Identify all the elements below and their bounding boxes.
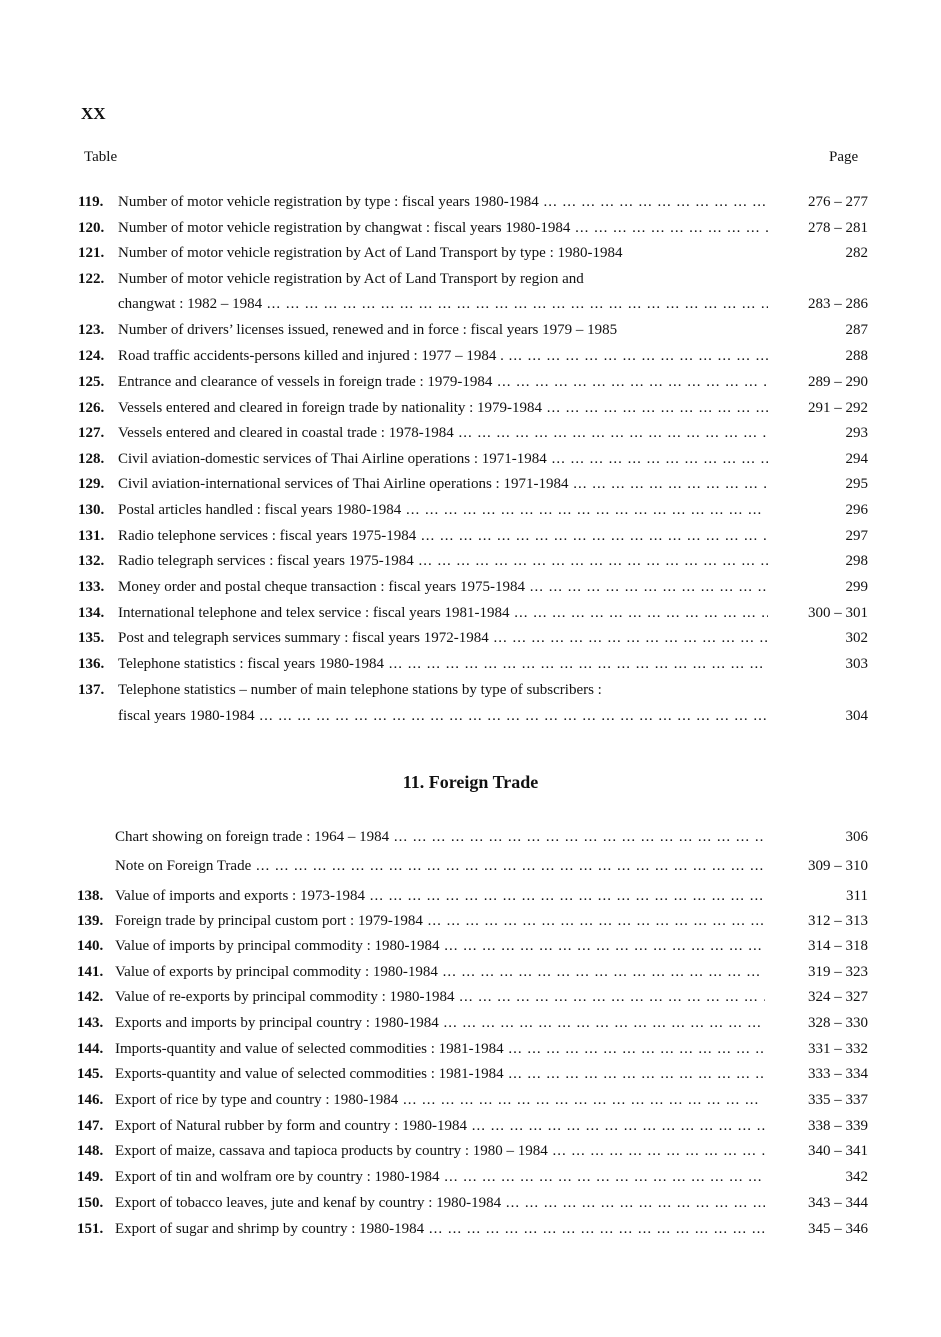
toc-entry[interactable] [0,448,941,470]
entry-page: 303 [845,656,868,672]
entry-number: 120. [78,220,105,236]
entry-page: 276 – 277 [808,194,868,210]
entry-number: 129. [78,476,105,492]
entry-page: 342 [845,1169,868,1185]
toc-entry[interactable] [0,1192,941,1214]
toc-entry[interactable] [0,1115,941,1137]
page-number: XX [81,104,106,123]
entry-title: Foreign trade by principal custom port : 1979-1984 ... . [115,910,765,932]
entry-title: Postal articles handled : fiscal years 1980-1984 ... . [118,499,768,521]
toc-entry[interactable] [0,499,941,521]
entry-number: 123. [78,322,105,338]
toc-entry[interactable] [0,293,941,315]
toc-entry[interactable] [0,986,941,1008]
entry-page: 324 – 327 [808,989,868,1005]
entry-number: 148. [77,1143,104,1159]
entry-title: Export of tin and wolfram ore by country : 1980-1984 ... . [115,1166,765,1188]
entry-number: 137. [78,682,105,698]
entry-number: 140. [77,938,104,954]
toc-entry[interactable] [0,826,941,848]
entry-page: 340 – 341 [808,1143,868,1159]
entry-page: 282 [845,245,868,261]
toc-entry[interactable] [0,1038,941,1060]
entry-number: 133. [78,579,105,595]
entry-title: changwat : 1982 – 1984 ... . [118,293,768,315]
entry-title: Value of re-exports by principal commodity : 1980-1984 ... . [115,986,765,1008]
entry-number: 126. [78,400,105,416]
entry-number: 147. [77,1118,104,1134]
entry-title: Export of tobacco leaves, jute and kenaf by country : 1980-1984 ... . [115,1192,765,1214]
entry-page: 296 [845,502,868,518]
entry-page: 302 [845,630,868,646]
entry-number: 149. [77,1169,104,1185]
entry-number: 145. [77,1066,104,1082]
entry-page: 331 – 332 [808,1041,868,1057]
entry-title: Value of imports and exports : 1973-1984 ... . [115,885,765,907]
toc-entry[interactable] [0,705,941,727]
entry-number: 134. [78,605,105,621]
toc-entry[interactable] [0,525,941,547]
toc-entry[interactable] [0,627,941,649]
toc-entry[interactable] [0,397,941,419]
entry-page: 287 [845,322,868,338]
entry-title: Export of maize, cassava and tapioca products by country : 1980 – 1984 ... . [115,1140,765,1162]
toc-entry[interactable] [0,422,941,444]
entry-title: Imports-quantity and value of selected commodities : 1981-1984 ... . [115,1038,765,1060]
entry-number: 132. [78,553,105,569]
entry-number: 151. [77,1221,104,1237]
toc-entry[interactable] [0,345,941,367]
toc-entry[interactable] [0,602,941,624]
entry-page: 298 [845,553,868,569]
entry-title: Value of exports by principal commodity : 1980-1984 ... . [115,961,765,983]
entry-number: 125. [78,374,105,390]
toc-entry[interactable] [0,1166,941,1188]
entry-title: Telephone statistics : fiscal years 1980-1984 ... . [118,653,768,675]
entry-page: 291 – 292 [808,400,868,416]
entry-number: 119. [78,194,104,210]
toc-entry[interactable] [0,550,941,572]
entry-title: Number of drivers’ licenses issued, renewed and in force : fiscal years 1979 – 1985 [118,322,618,338]
toc-entry[interactable] [0,319,941,341]
entry-number: 150. [77,1195,104,1211]
table-column-header: Table [84,149,118,165]
entry-page: 293 [845,425,868,441]
entry-title: Money order and postal cheque transaction : fiscal years 1975-1984 ... . [118,576,768,598]
toc-entry[interactable] [0,935,941,957]
entry-title: Number of motor vehicle registration by changwat : fiscal years 1980-1984 ... . [118,217,768,239]
toc-entry[interactable] [0,910,941,932]
entry-title: fiscal years 1980-1984 ... . [118,705,768,727]
entry-title: Export of rice by type and country : 1980-1984 ... . [115,1089,765,1111]
entry-title: Vessels entered and cleared in foreign trade by nationality : 1979-1984 ... . [118,397,768,419]
entry-number: 146. [77,1092,104,1108]
entry-page: 289 – 290 [808,374,868,390]
entry-page: 306 [845,829,868,845]
section-title: 11. Foreign Trade [402,772,539,792]
entry-title: Export of sugar and shrimp by country : 1980-1984 ... . [115,1218,765,1240]
entry-title: Vessels entered and cleared in coastal trade : 1978-1984 ... . [118,422,768,444]
entry-page: 311 [846,888,868,904]
entry-page: 297 [845,528,868,544]
entry-page: 333 – 334 [808,1066,868,1082]
entry-page: 278 – 281 [808,220,868,236]
entry-title: Entrance and clearance of vessels in foreign trade : 1979-1984 ... . [118,371,768,393]
toc-entry[interactable] [0,679,941,701]
entry-page: 328 – 330 [808,1015,868,1031]
entry-number: 124. [78,348,105,364]
entry-page: 288 [845,348,868,364]
entry-page: 295 [845,476,868,492]
entry-page: 304 [845,708,868,724]
toc-entry[interactable] [0,191,941,213]
toc-entry[interactable] [0,371,941,393]
toc-entry[interactable] [0,855,941,877]
toc-entry[interactable] [0,961,941,983]
entry-number: 138. [77,888,104,904]
toc-entry[interactable] [0,1140,941,1162]
entry-number: 131. [78,528,105,544]
toc-entry[interactable] [0,576,941,598]
entry-title: Road traffic accidents-persons killed and injured : 1977 – 1984 . ... . [118,345,768,367]
toc-entry[interactable] [0,242,941,264]
entry-number: 144. [77,1041,104,1057]
toc-entry[interactable] [0,1012,941,1034]
entry-title: Exports and imports by principal country : 1980-1984 ... . [115,1012,765,1034]
entry-title: Number of motor vehicle registration by Act of Land Transport by type : 1980-1984 [118,245,623,261]
entry-number: 142. [77,989,104,1005]
toc-entry[interactable] [0,268,941,290]
toc-entry[interactable] [0,1063,941,1085]
entry-title: Value of imports by principal commodity : 1980-1984 ... . [115,935,765,957]
entry-number: 135. [78,630,105,646]
entry-title: Export of Natural rubber by form and country : 1980-1984 ... . [115,1115,765,1137]
entry-page: 283 – 286 [808,296,868,312]
entry-number: 143. [77,1015,104,1031]
entry-title: Civil aviation-international services of Thai Airline operations : 1971-1984 ... . [118,473,768,495]
toc-entry[interactable] [0,653,941,675]
entry-title: Number of motor vehicle registration by type : fiscal years 1980-1984 ... . [118,191,768,213]
entry-title: Number of motor vehicle registration by Act of Land Transport by region and [118,271,584,287]
entry-page: 319 – 323 [808,964,868,980]
toc-entry[interactable] [0,1089,941,1111]
entry-number: 121. [78,245,105,261]
toc-entry[interactable] [0,1218,941,1240]
page-column-header: Page [829,149,859,165]
entry-title: Note on Foreign Trade ... . [115,855,765,877]
entry-page: 338 – 339 [808,1118,868,1134]
entry-page: 294 [845,451,868,467]
entry-number: 130. [78,502,105,518]
entry-number: 139. [77,913,104,929]
entry-title: Chart showing on foreign trade : 1964 – 1984 ... . [115,826,765,848]
toc-entry[interactable] [0,885,941,907]
entry-page: 309 – 310 [808,858,868,874]
entry-page: 300 – 301 [808,605,868,621]
entry-page: 343 – 344 [808,1195,868,1211]
toc-entry[interactable] [0,217,941,239]
entry-title: Exports-quantity and value of selected commodities : 1981-1984 ... . [115,1063,765,1085]
entry-number: 136. [78,656,105,672]
entry-number: 128. [78,451,105,467]
entry-number: 122. [78,271,105,287]
entry-title: Post and telegraph services summary : fiscal years 1972-1984 ... . [118,627,768,649]
entry-page: 312 – 313 [808,913,868,929]
entry-title: Civil aviation-domestic services of Thai Airline operations : 1971-1984 ... . [118,448,768,470]
entry-title: Radio telephone services : fiscal years 1975-1984 ... . [118,525,768,547]
entry-page: 335 – 337 [808,1092,868,1108]
entry-page: 299 [845,579,868,595]
entry-title: International telephone and telex service : fiscal years 1981-1984 ... . [118,602,768,624]
entry-page: 345 – 346 [808,1221,868,1237]
entry-number: 127. [78,425,105,441]
entry-number: 141. [77,964,104,980]
entry-title: Telephone statistics – number of main telephone stations by type of subscribers : [118,682,602,698]
entry-page: 314 – 318 [808,938,868,954]
entry-title: Radio telegraph services : fiscal years 1975-1984 ... . [118,550,768,572]
toc-entry[interactable] [0,473,941,495]
